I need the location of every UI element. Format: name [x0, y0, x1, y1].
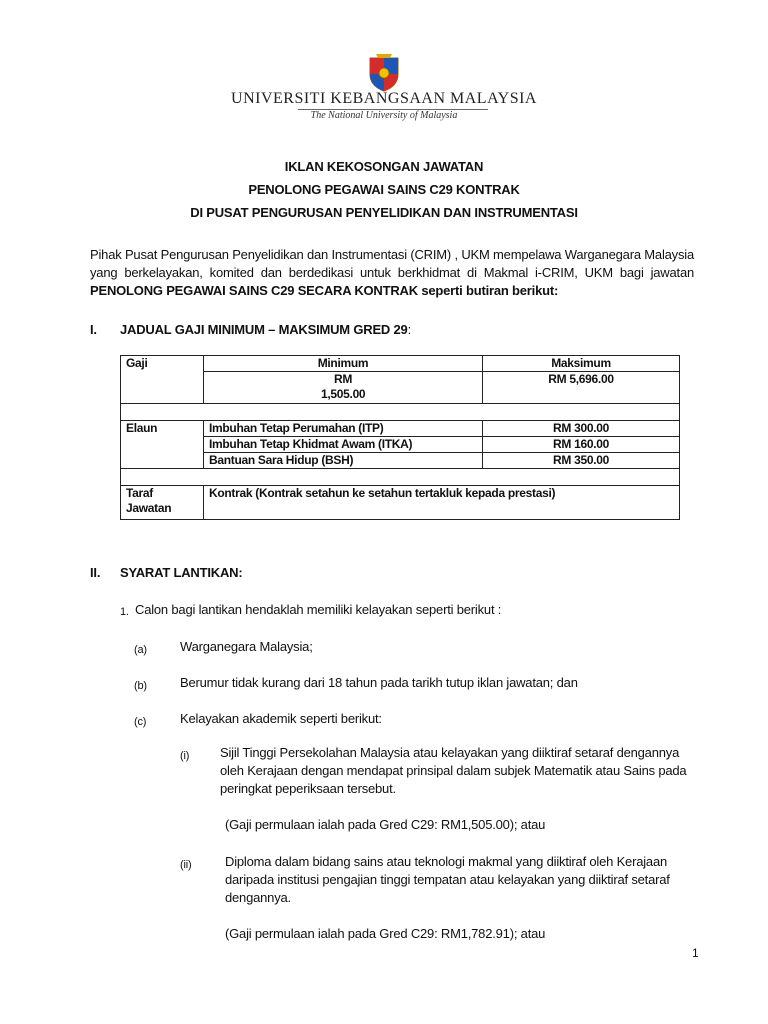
section-1-heading	[120, 322, 411, 337]
item-i-number: (i)	[180, 750, 190, 762]
section-2-title: SYARAT LANTIKAN:	[120, 565, 243, 580]
allowance-amount: RM 160.00	[483, 437, 680, 453]
ukm-crest-icon	[366, 52, 402, 92]
table-row	[121, 404, 680, 421]
title-line-3: DI PUSAT PENGURUSAN PENYELIDIKAN DAN INSTRUMENTASI	[190, 205, 578, 220]
taraf-jawatan-value: Kontrak (Kontrak setahun ke setahun tertakluk kepada prestasi)	[204, 486, 680, 520]
item-i-line-3: peringkat peperiksaan tersebut.	[220, 781, 396, 796]
item-a-text: Warganegara Malaysia;	[180, 639, 313, 654]
item-1-text: Calon bagi lantikan hendaklah memiliki kelayakan seperti berikut :	[135, 602, 502, 617]
section-1-suffix: :	[407, 322, 411, 337]
minimum-value-cell	[204, 372, 483, 404]
minimum-header: Minimum	[204, 356, 483, 372]
intro-paragraph	[90, 246, 694, 300]
allowance-name: Bantuan Sara Hidup (BSH)	[204, 453, 483, 469]
table-row	[121, 372, 680, 404]
university-tagline: The National University of Malaysia	[310, 110, 458, 121]
table-row	[121, 421, 680, 437]
table-row	[121, 453, 680, 469]
table-row	[121, 356, 680, 372]
item-i-line-1: Sijil Tinggi Persekolahan Malaysia atau kelayakan yang diiktiraf setaraf dengannya	[220, 745, 680, 760]
section-2-number: II.	[90, 565, 101, 580]
title-line-1: IKLAN KEKOSONGAN JAWATAN	[284, 159, 484, 174]
table-row	[121, 469, 680, 486]
taraf-label-line-1: Taraf	[126, 486, 153, 500]
item-ii-line-3: dengannya.	[225, 890, 291, 905]
title-line-2: PENOLONG PEGAWAI SAINS C29 KONTRAK	[248, 182, 520, 197]
item-c-number: (c)	[134, 716, 147, 728]
item-ii-line-1: Diploma dalam bidang sains atau teknologi makmal yang diiktiraf oleh Kerajaan	[225, 854, 668, 869]
section-1-number: I.	[90, 322, 97, 337]
page-number: 1	[692, 946, 699, 960]
item-b-number: (b)	[134, 680, 147, 692]
minimum-value-currency: RM	[333, 372, 353, 386]
salary-table	[120, 355, 680, 520]
spacer-row	[121, 469, 680, 486]
gaji-label: Gaji	[121, 356, 204, 404]
item-ii-number: (ii)	[180, 859, 192, 871]
allowance-amount: RM 350.00	[483, 453, 680, 469]
intro-text: Pihak Pusat Pengurusan Penyelidikan dan Instrumentasi (CRIM) , UKM mempelawa Warganegara Malaysia yang berkelayakan, komited dan berdedikasi untuk berkhidmat di Makmal i-CRIM, UKM bagi jawatan	[90, 247, 694, 280]
item-b-text: Berumur tidak kurang dari 18 tahun pada tarikh tutup iklan jawatan; dan	[180, 675, 578, 690]
elaun-label: Elaun	[121, 421, 204, 469]
item-1-number: 1.	[120, 606, 129, 618]
university-name: UNIVERSITI KEBANGSAAN MALAYSIA	[231, 90, 537, 107]
allowance-name: Imbuhan Tetap Khidmat Awam (ITKA)	[204, 437, 483, 453]
taraf-label-line-2: Jawatan	[126, 501, 172, 515]
item-i-line-2: oleh Kerajaan dengan mendapat prinsipal dalam subjek Matematik atau Sains pada	[220, 763, 687, 778]
section-1-title: JADUAL GAJI MINIMUM – MAKSIMUM GRED 29	[120, 322, 408, 337]
item-i-salary: (Gaji permulaan ialah pada Gred C29: RM1,505.00); atau	[225, 817, 546, 832]
table-row	[121, 486, 680, 520]
spacer-row	[121, 404, 680, 421]
item-c-text: Kelayakan akademik seperti berikut:	[180, 711, 382, 726]
item-a-number: (a)	[134, 644, 147, 656]
table-row	[121, 437, 680, 453]
intro-bold-text: PENOLONG PEGAWAI SAINS C29 SECARA KONTRAK seperti butiran berikut:	[90, 283, 559, 298]
maximum-header: Maksimum	[483, 356, 680, 372]
allowance-name: Imbuhan Tetap Perumahan (ITP)	[204, 421, 483, 437]
item-ii-line-2: daripada institusi pengajian tinggi tempatan atau kelayakan yang diiktiraf setaraf	[225, 872, 670, 887]
minimum-value-amount: 1,505.00	[321, 387, 366, 401]
maximum-value: RM 5,696.00	[483, 372, 680, 404]
item-ii-salary: (Gaji permulaan ialah pada Gred C29: RM1,782.91); atau	[225, 926, 546, 941]
allowance-amount: RM 300.00	[483, 421, 680, 437]
taraf-jawatan-label	[121, 486, 204, 520]
